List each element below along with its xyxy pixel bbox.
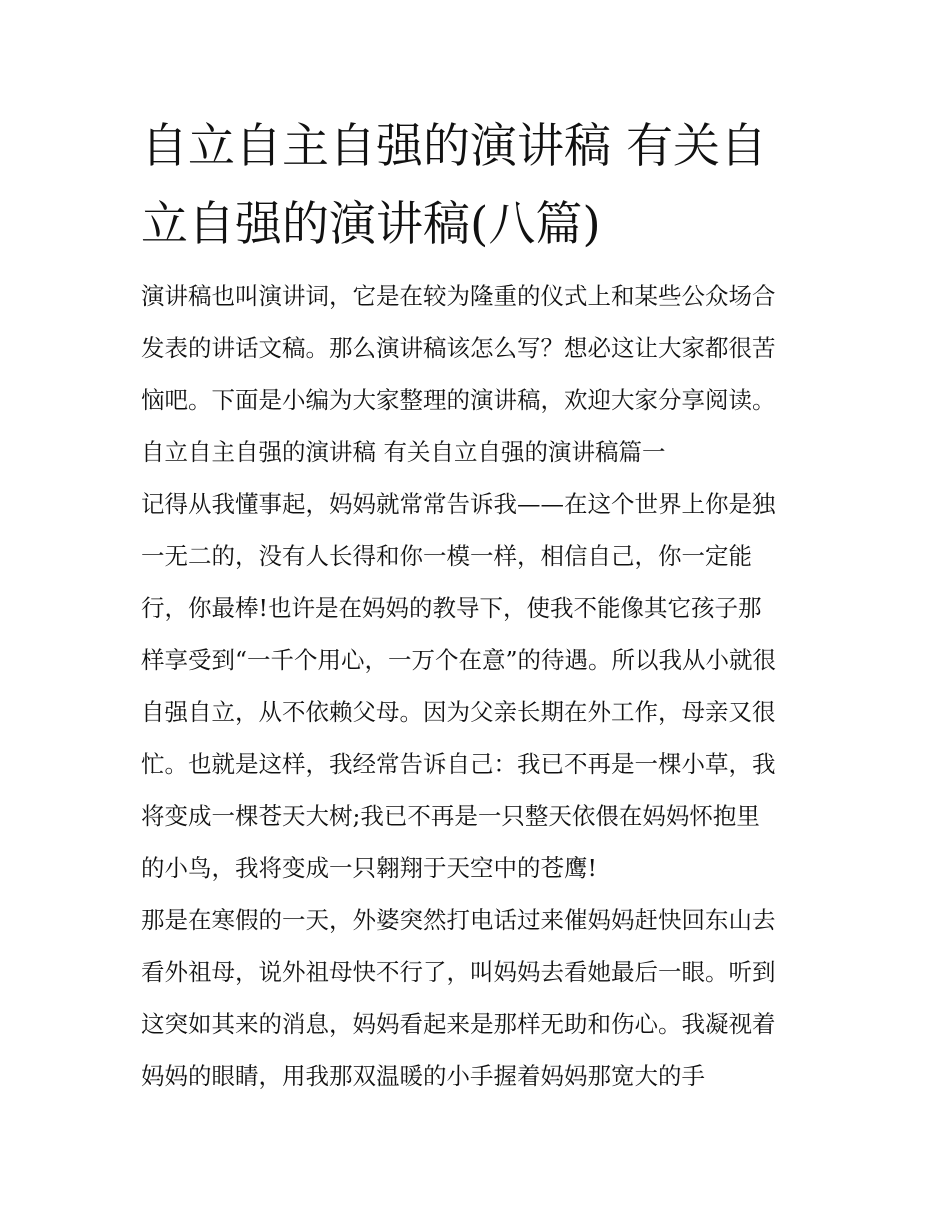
text-line: 样享受到“一千个用心，一万个在意”的待遇。所以我从小就很 (141, 646, 777, 674)
section-heading (141, 426, 821, 478)
text-line: 演讲稿也叫演讲词，它是在较为隆重的仪式上和某些公众场合 (141, 282, 776, 310)
intro-paragraph (141, 270, 821, 426)
section-heading-text: 自立自主自强的演讲稿 有关自立自强的演讲稿篇一 (141, 438, 666, 466)
text-line: 的小鸟，我将变成一只翱翔于天空中的苍鹰! (141, 854, 597, 882)
paragraph-1 (141, 478, 821, 894)
text-line: 那是在寒假的一天，外婆突然打电话过来催妈妈赶快回东山去 (141, 906, 776, 934)
text-line: 自强自立，从不依赖父母。因为父亲长期在外工作，母亲又很 (141, 698, 776, 726)
text-line: 妈妈的眼睛，用我那双温暖的小手握着妈妈那宽大的手 (141, 1062, 705, 1090)
text-line: 看外祖母，说外祖母快不行了，叫妈妈去看她最后一眼。听到 (141, 958, 776, 986)
text-line: 这突如其来的消息，妈妈看起来是那样无助和伤心。我凝视着 (141, 1010, 776, 1038)
text-line: 记得从我懂事起，妈妈就常常告诉我——在这个世界上你是独 (141, 490, 776, 518)
document-page (141, 108, 821, 1102)
text-line: 一无二的，没有人长得和你一模一样，相信自己，你一定能 (141, 542, 752, 570)
text-line: 将变成一棵苍天大树;我已不再是一只整天依偎在妈妈怀抱里 (141, 802, 760, 830)
text-line: 忙。也就是这样，我经常告诉自己：我已不再是一棵小草，我 (141, 750, 776, 778)
text-line: 恼吧。下面是小编为大家整理的演讲稿，欢迎大家分享阅读。 (141, 386, 776, 414)
paragraph-2 (141, 894, 821, 1102)
text-line: 行，你最棒!也许是在妈妈的教导下，使我不能像其它孩子那 (141, 594, 762, 622)
document-title (141, 108, 821, 264)
title-line: 自立自主自强的演讲稿 有关自 (141, 119, 767, 174)
title-line: 立自强的演讲稿(八篇) (141, 197, 601, 252)
text-line: 发表的讲话文稿。那么演讲稿该怎么写？想必这让大家都很苦 (141, 334, 776, 362)
